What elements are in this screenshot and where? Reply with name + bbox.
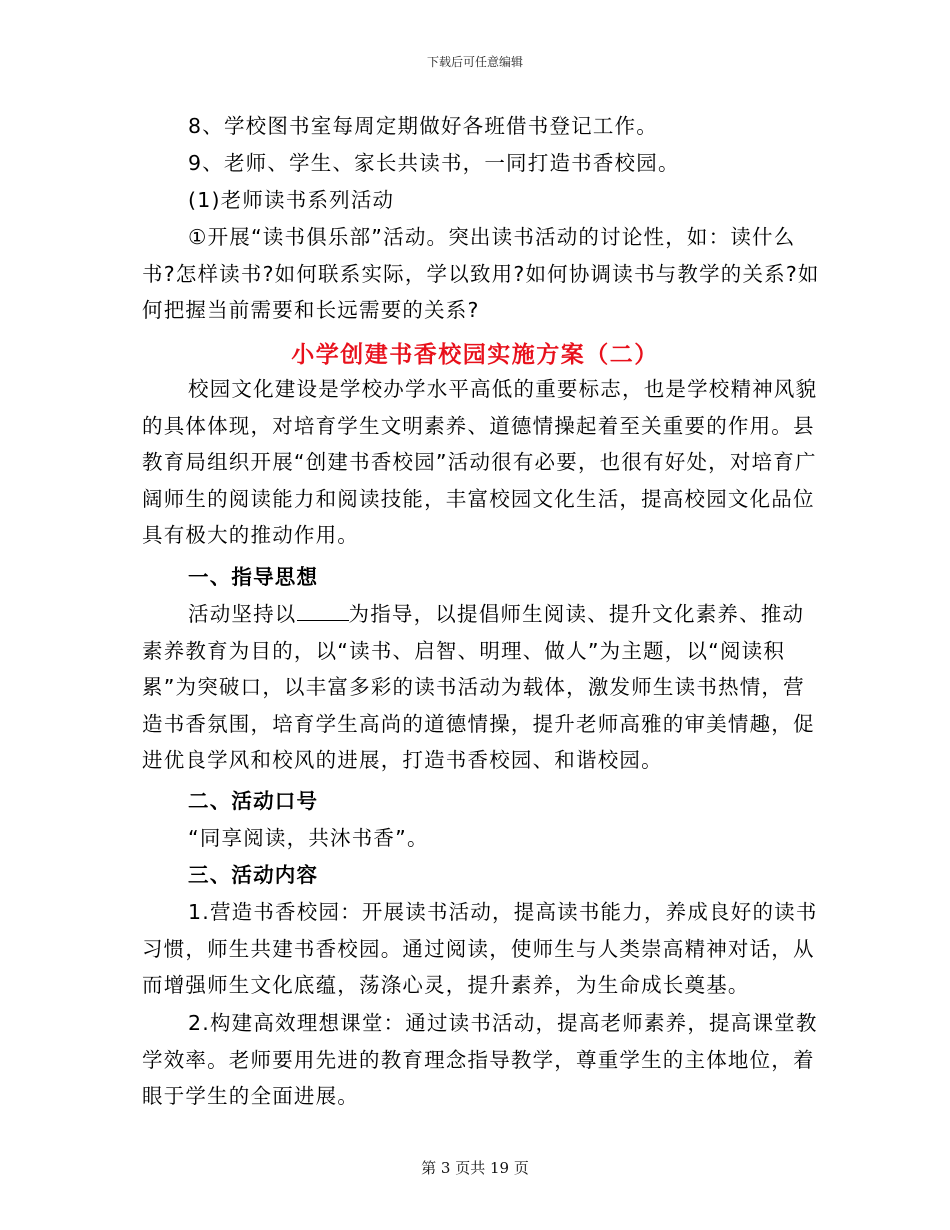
page-footer: 第 3 页共 19 页 (421, 1159, 529, 1177)
section-1-paragraph (142, 596, 822, 779)
sub-item-1: (1)老师读书系列活动 (188, 188, 395, 212)
section-2-slogan: “同享阅读，共沐书香”。 (188, 826, 429, 850)
page-header: 下载后可任意编辑 (426, 55, 523, 69)
item-9: 9、老师、学生、家长共读书，一同打造书香校园。 (188, 151, 680, 175)
section-1-heading: 一、指导思想 (188, 565, 319, 589)
section-1-text-after: 为指导，以提倡师生阅读、提升文化素养、推动素养教育为目的，以“读书、启智、明理、做人”为主题，以“阅读积累”为突破口，以丰富多彩的读书活动为载体，激发师生读书热情，营造书香氛围，培育学生高尚的道德情操，提升老师高雅的审美情趣，促进优良学风和校风的进展，打造书香校园、和谐校园。 (142, 602, 815, 772)
section-3-heading: 三、活动内容 (188, 863, 319, 887)
sub-item-1-1: ①开展“读书俱乐部”活动。突出读书活动的讨论性，如：读什么书?怎样读书?如何联系实际，学以致用?如何协调读书与教学的关系?如何把握当前需要和长远需要的关系? (142, 225, 820, 322)
fill-in-blank (297, 600, 349, 621)
section-3-item-2: 2.构建高效理想课堂：通过读书活动，提高老师素养，提高课堂教学效率。老师要用先进的教育理念指导教学，尊重学生的主体地位，着眼于学生的全面进展。 (142, 1011, 818, 1108)
section-3-item-1: 1.营造书香校园：开展读书活动，提高读书能力，养成良好的读书习惯，师生共建书香校园。通过阅读，使师生与人类崇高精神对话，从而增强师生文化底蕴，荡涤心灵，提升素养，为生命成长奠基。 (142, 900, 818, 997)
section-1-text-before: 活动坚持以 (188, 602, 297, 626)
item-8: 8、学校图书室每周定期做好各班借书登记工作。 (188, 114, 658, 138)
section-2-heading: 二、活动口号 (188, 789, 319, 813)
intro-paragraph: 校园文化建设是学校办学水平高低的重要标志，也是学校精神风貌的具体体现，对培育学生文明素养、道德情操起着至关重要的作用。县教育局组织开展“创建书香校园”活动很有必要，也很有好处，对培育广阔师生的阅读能力和阅读技能，丰富校园文化生活，提高校园文化品位具有极大的推动作用。 (142, 377, 818, 547)
document-title: 小学创建书香校园实施方案（二） (291, 342, 659, 368)
